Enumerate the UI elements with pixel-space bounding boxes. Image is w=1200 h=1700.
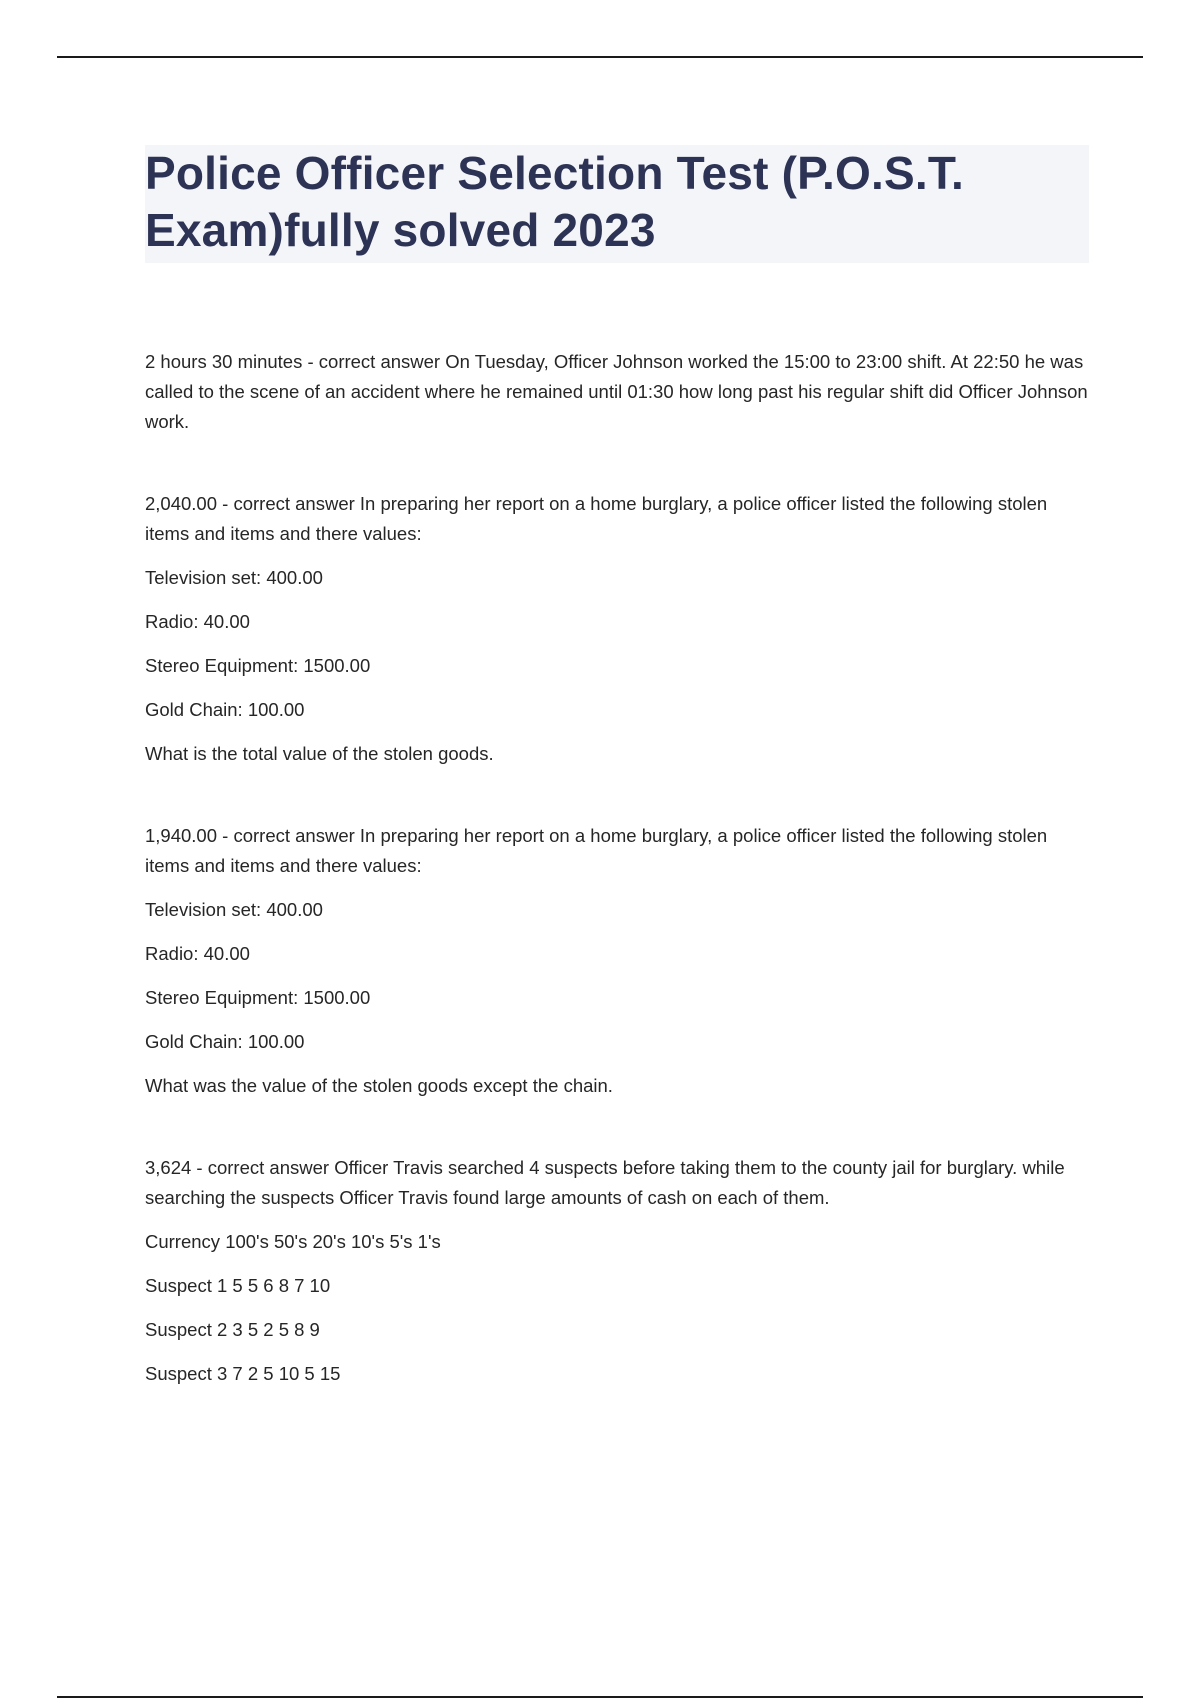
document-title: Police Officer Selection Test (P.O.S.T. Exam)fully solved 2023	[145, 147, 965, 256]
entry-line: Television set: 400.00	[145, 567, 323, 588]
bottom-divider	[57, 1696, 1143, 1698]
qa-entry-1	[145, 347, 1089, 437]
entry-line: Radio: 40.00	[145, 943, 250, 964]
qa-entry-2	[145, 489, 1089, 769]
entry-line: Suspect 1 5 5 6 8 7 10	[145, 1275, 331, 1296]
entry-line: What is the total value of the stolen goods.	[145, 743, 494, 764]
top-divider	[57, 56, 1143, 58]
entry-line: Gold Chain: 100.00	[145, 1031, 305, 1052]
document-body	[145, 145, 1089, 1441]
entry-line: Stereo Equipment: 1500.00	[145, 655, 371, 676]
entry-line: Stereo Equipment: 1500.00	[145, 987, 371, 1008]
entry-line: 2,040.00 - correct answer In preparing her report on a home burglary, a police officer listed the following stolen items and items and there values:	[145, 493, 1048, 544]
entry-line: Suspect 2 3 5 2 5 8 9	[145, 1319, 320, 1340]
entry-line: Suspect 3 7 2 5 10 5 15	[145, 1363, 341, 1384]
entry-line: Currency 100's 50's 20's 10's 5's 1's	[145, 1231, 441, 1252]
entry-line: Radio: 40.00	[145, 611, 250, 632]
entry-line: 3,624 - correct answer Officer Travis searched 4 suspects before taking them to the county jail for burglary. while searching the suspects Officer Travis found large amounts of cash on each of them.	[145, 1157, 1065, 1208]
entry-line: Television set: 400.00	[145, 899, 323, 920]
title-banner	[145, 145, 1089, 263]
entry-line: 2 hours 30 minutes - correct answer On Tuesday, Officer Johnson worked the 15:00 to 23:00 shift. At 22:50 he was called to the scene of an accident where he remained until 01:30 how long past his regular shift did Officer Johnson work.	[145, 351, 1088, 432]
entry-line: Gold Chain: 100.00	[145, 699, 305, 720]
entry-line: What was the value of the stolen goods except the chain.	[145, 1075, 613, 1096]
entry-line: 1,940.00 - correct answer In preparing her report on a home burglary, a police officer listed the following stolen items and items and there values:	[145, 825, 1048, 876]
qa-entry-3	[145, 821, 1089, 1101]
qa-entry-4	[145, 1153, 1089, 1389]
